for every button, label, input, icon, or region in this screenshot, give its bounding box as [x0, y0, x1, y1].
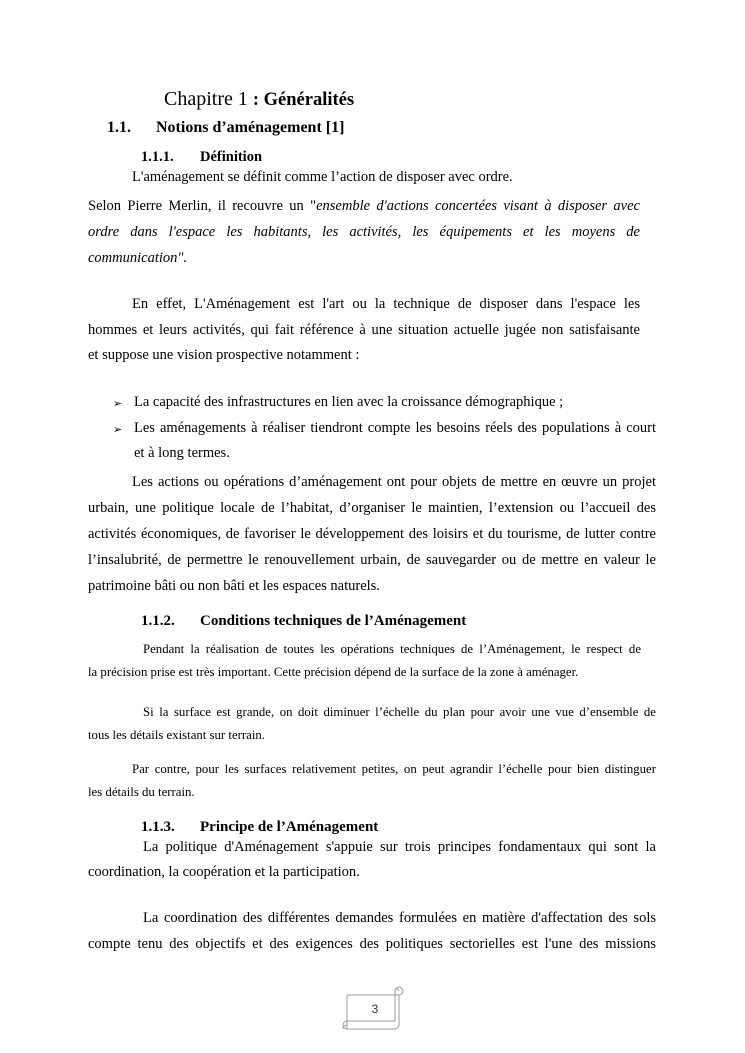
subsection-number-1-1-2: 1.1.2. [141, 613, 175, 629]
actions-line-1: Les actions ou opérations d’aménagement ont pour objets de mettre en œuvre un projet [132, 474, 656, 490]
conditions-p1-line-2: la précision prise est très important. Cette précision dépend de la surface de la zone à aménager. [88, 665, 579, 679]
merlin-line-1 [88, 198, 640, 215]
actions-line-2: urbain, une politique locale de l’habitat, d’organiser le maintien, l’extension ou l’accueil des [88, 500, 656, 516]
page-number: 3 [371, 1002, 379, 1016]
definition-text: L'aménagement se définit comme l’action de disposer avec ordre. [132, 169, 513, 185]
chapter-heading [164, 88, 354, 111]
subsection-number-1-1-1: 1.1.1. [141, 149, 174, 165]
section-title-1-1: Notions d’aménagement [1] [156, 119, 345, 136]
conditions-p3-line-1: Par contre, pour les surfaces relativement petites, on peut agrandir l’échelle pour bien distinguer [132, 762, 656, 776]
bullet-arrow-icon: ➢ [113, 424, 123, 436]
chapter-title: : Généralités [252, 90, 355, 110]
principe-p2-line-2: compte tenu des objectifs et des exigences des politiques sectorielles est l'une des missions [88, 936, 656, 952]
merlin-line-2: ordre dans l'espace les habitants, les activités, les équipements et les moyens de [88, 224, 640, 240]
bullet-item-2-line-1: Les aménagements à réaliser tiendront compte les besoins réels des populations à court [134, 420, 656, 436]
en-effet-line-3: et suppose une vision prospective notamment : [88, 347, 360, 363]
principe-p1-line-1: La politique d'Aménagement s'appuie sur trois principes fondamentaux qui sont la [143, 839, 656, 855]
bullet-item-1: La capacité des infrastructures en lien avec la croissance démographique ; [134, 394, 564, 410]
conditions-p1-line-1: Pendant la réalisation de toutes les opérations techniques de l’Aménagement, le respect de [143, 642, 641, 656]
subsection-title-1-1-2: Conditions techniques de l’Aménagement [200, 613, 467, 629]
actions-line-5: patrimoine bâti ou non bâti et les espaces naturels. [88, 578, 380, 594]
conditions-p3-line-2: les détails du terrain. [88, 785, 195, 799]
principe-p2-line-1: La coordination des différentes demandes formulées en matière d'affectation des sols [143, 910, 656, 926]
conditions-p2-line-1: Si la surface est grande, on doit diminuer l’échelle du plan pour avoir une vue d’ensemble de [143, 705, 656, 719]
actions-line-3: activités économiques, de favoriser le développement des loisirs et du tourisme, de lutter contre [88, 526, 656, 542]
en-effet-line-2: hommes et leurs activités, qui fait référence à une situation actuelle jugée non satisfaisante [88, 322, 640, 338]
chapter-label: Chapitre 1 [164, 88, 248, 110]
principe-p1-line-2: coordination, la coopération et la participation. [88, 864, 360, 880]
section-number-1-1: 1.1. [107, 119, 131, 136]
en-effet-line-1: En effet, L'Aménagement est l'art ou la technique de disposer dans l'espace les [132, 296, 640, 312]
merlin-prefix: Selon Pierre Merlin, il recouvre un " [88, 198, 317, 214]
bullet-item-2-line-2: et à long termes. [134, 445, 230, 461]
merlin-quote-start: ensemble d'actions concertées visant à disposer avec [316, 198, 640, 214]
merlin-line-3: communication". [88, 250, 188, 266]
actions-line-4: l’insalubrité, de permettre le renouvellement urbain, de sauvegarder ou de mettre en valeur le [88, 552, 656, 568]
bullet-arrow-icon: ➢ [113, 398, 123, 410]
subsection-number-1-1-3: 1.1.3. [141, 819, 175, 835]
conditions-p2-line-2: tous les détails existant sur terrain. [88, 728, 265, 742]
subsection-title-1-1-1: Définition [200, 149, 263, 165]
subsection-title-1-1-3: Principe de l’Aménagement [200, 819, 379, 835]
